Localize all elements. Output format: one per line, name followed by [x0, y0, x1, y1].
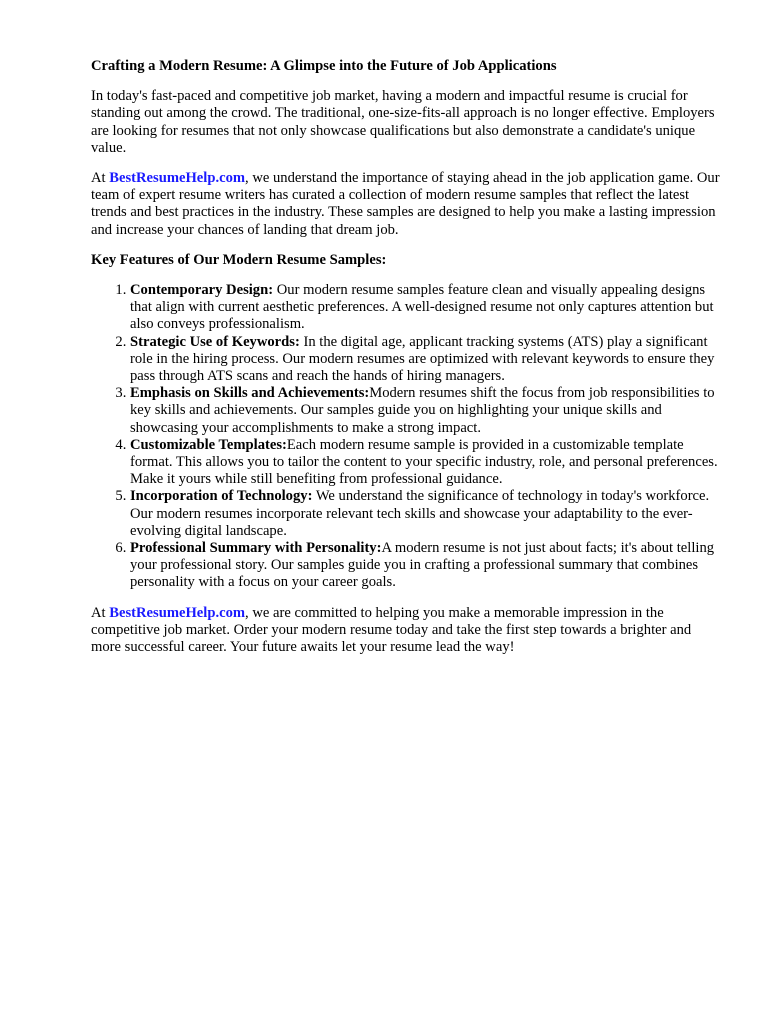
feature-heading: Incorporation of Technology:	[130, 488, 313, 505]
about-paragraph	[91, 170, 721, 239]
feature-heading: Strategic Use of Keywords:	[130, 333, 300, 350]
about-text: , we understand the importance of staying ahead in the job application game. Our team of expert resume writers has curated a collection of modern resume samples that reflect the latest trends and best practices in the industry. These samples are designed to help you make a lasting impression and increase your chances of landing that dream job.	[91, 170, 720, 238]
feature-item	[130, 282, 721, 334]
feature-text: Each modern resume sample is provided in a customizable template format. This allows you to tailor the content to your specific industry, role, and personal preferences. Make it yours while still benefiting from professional guidance.	[130, 436, 718, 488]
feature-text: A modern resume is not just about facts; it's about telling your professional story. Our samples guide you in crafting a professional summary that combines personality with a focus on your career goals.	[130, 540, 715, 591]
feature-heading: Customizable Templates:	[130, 436, 287, 453]
feature-heading: Contemporary Design:	[130, 282, 274, 299]
feature-text: In the digital age, applicant tracking systems (ATS) play a significant role in the hiring process. Our modern resumes are optimized with relevant keywords to ensure they pass through ATS scans and reach the hands of hiring managers.	[130, 333, 715, 385]
about-prefix: At	[91, 170, 110, 187]
feature-item	[130, 437, 721, 489]
bestresumehelp-link[interactable]: BestResumeHelp.com	[109, 170, 246, 187]
feature-heading: Emphasis on Skills and Achievements:	[130, 385, 370, 402]
intro-paragraph: In today's fast-paced and competitive job market, having a modern and impactful resume is crucial for standing out among the crowd. The traditional, one-size-fits-all approach is no longer effective. Employers are looking for resumes that not only showcase qualifications but also demonstrate a candidate's unique value.	[91, 88, 715, 156]
feature-item	[130, 385, 721, 437]
features-list	[91, 282, 721, 592]
feature-heading: Professional Summary with Personality:	[130, 540, 382, 557]
closing-prefix: At	[91, 604, 110, 621]
document-title: Crafting a Modern Resume: A Glimpse into the Future of Job Applications	[91, 58, 557, 74]
feature-text: We understand the significance of technology in today's workforce. Our modern resumes incorporate relevant tech skills and showcase your adaptability to the ever-evolving digital landscape.	[130, 488, 710, 539]
closing-paragraph	[91, 605, 721, 657]
feature-text: Our modern resume samples feature clean and visually appealing designs that align with current aesthetic preferences. A well-designed resume not only captures attention but also conveys professionalism.	[130, 282, 714, 333]
feature-text: Modern resumes shift the focus from job responsibilities to key skills and achievements. Our samples guide you on highlighting your unique skills and showcasing your accomplishments to make a strong impact.	[130, 385, 715, 436]
features-heading: Key Features of Our Modern Resume Samples:	[91, 251, 387, 268]
feature-item	[130, 540, 721, 592]
closing-text: , we are committed to helping you make a memorable impression in the competitive job market. Order your modern resume today and take the first step towards a brighter and more successful career. Your future awaits let your resume lead the way!	[91, 604, 692, 656]
feature-item	[130, 334, 721, 386]
feature-item	[130, 488, 721, 540]
bestresumehelp-link[interactable]: BestResumeHelp.com	[109, 604, 246, 621]
document-page	[91, 58, 721, 669]
